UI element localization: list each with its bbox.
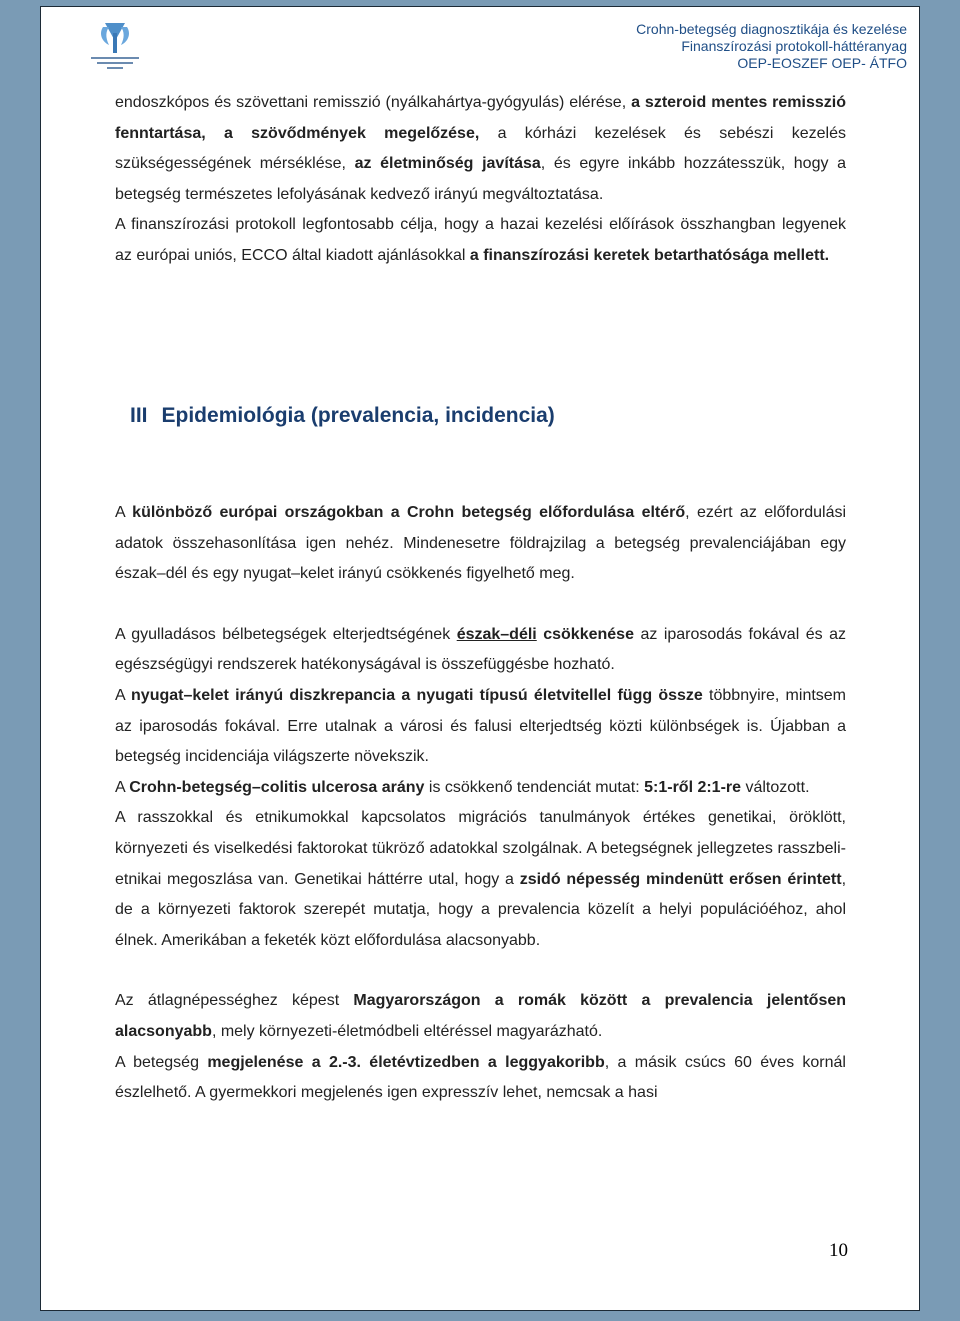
- emphasis-run: 5:1-ről 2:1-re: [644, 778, 742, 796]
- body-paragraph-5: A rasszokkal és etnikumokkal kapcsolatos migrációs tanulmányok értékes genetikai, öröklött, környezeti és viselkedési faktorokat tükröző adatokkal szolgálnak. A betegségnek jellegzetes rasszbeli-etnikai megoszlása van. Genetikai háttérre utal, hogy a zsidó népesség mindenütt erősen érintett, de a környezeti faktorok szerepét mutatja, hogy a prevalencia közelít a helyi populációéhoz, ahol élnek. Amerikában a feketék közt előfordulása alacsonyabb.: [115, 809, 847, 949]
- header-title: Crohn-betegség diagnosztikája és kezelése: [636, 21, 907, 37]
- emphasis-run: különböző európai országokban a Crohn betegség előfordulása eltérő: [132, 504, 686, 521]
- body-paragraph-6: Az átlagnépességhez képest Magyarországon a romák között a prevalencia jelentősen alacsonyabb, mely környezeti-életmódbeli eltéréssel magyarázható.: [115, 992, 847, 1040]
- document-header: [636, 21, 907, 72]
- body-text: [115, 498, 846, 1109]
- header-code: OEP-EOSZEF OEP- ÁTFO: [737, 55, 907, 71]
- intro-paragraph-2: A finanszírozási protokoll legfontosabb célja, hogy a hazai kezelési előírások összhangban legyenek az európai uniós, ECCO által kiadott ajánlásokkal a finanszírozási keretek betarthatósága mellett.: [115, 216, 846, 264]
- section-number: III: [130, 404, 148, 427]
- emphasis-run: Magyarországon a romák között a prevalencia jelentősen alacsonyabb: [115, 992, 847, 1040]
- section-heading: [130, 398, 555, 434]
- body-paragraph-4: A Crohn-betegség–colitis ulcerosa arány is csökkenő tendenciát mutat: 5:1-ről 2:1-re változott.: [115, 778, 810, 796]
- body-paragraph-1: A különböző európai országokban a Crohn betegség előfordulása eltérő, ezért az előfordulási adatok összehasonlítása igen nehéz. Mindenesetre földrajzilag a betegség prevalenciájában egy észak–dél és egy nyugat–kelet irányú csökkenés figyelhető meg.: [115, 504, 847, 583]
- intro-paragraph-1: endoszkópos és szövettani remisszió (nyálkahártya-gyógyulás) elérése, a szteroid mentes remisszió fenntartása, a szövődmények megelőzése, a kórházi kezelések és sebészi kezelés szükségességének mérséklése, az életminőség javítása, és egyre inkább hozzátesszük, hogy a betegség természetes lefolyásának kedvező irányú megváltoztatása.: [115, 94, 847, 203]
- emphasis-run: észak–déli: [456, 625, 537, 643]
- intro-text: [115, 88, 846, 272]
- emphasis-run: a finanszírozási keretek betarthatósága mellett.: [469, 246, 830, 264]
- emphasis-run: megjelenése a 2.-3. életévtizedben a leggyakoribb: [207, 1053, 605, 1071]
- body-paragraph-2: A gyulladásos bélbetegségek elterjedtségének észak–déli csökkenése az iparosodás fokával és az egészségügyi rendszerek hatékonyságával is összefüggésbe hozható.: [115, 625, 847, 674]
- emphasis-run: az életminőség javítása: [354, 155, 541, 173]
- emphasis-run: csökkenése: [543, 625, 634, 643]
- section-title: Epidemiológia (prevalencia, incidencia): [161, 404, 555, 427]
- header-subtitle: Finanszírozási protokoll-háttéranyag: [681, 38, 907, 54]
- body-paragraph-3: A nyugat–kelet irányú diszkrepancia a nyugati típusú életvitellel függ össze többnyire, mintsem az iparosodás fokával. Erre utalnak a városi és falusi elterjedtség közti különbségek is. Újabban a betegség incidenciája világszerte növekszik.: [115, 686, 847, 766]
- emphasis-run: zsidó népesség mindenütt erősen érintett: [519, 870, 842, 888]
- emphasis-run: Crohn-betegség–colitis ulcerosa arány: [129, 778, 425, 796]
- page-number: 10: [829, 1240, 848, 1261]
- emphasis-run: a szteroid mentes remisszió fenntartása, a szövődmények megelőzése,: [115, 94, 846, 142]
- oep-logo-icon: [85, 19, 145, 71]
- body-paragraph-7: A betegség megjelenése a 2.-3. életévtizedben a leggyakoribb, a másik csúcs 60 éves kornál észlelhető. A gyermekkori megjelenés igen expresszív lehet, nemcsak a hasi: [115, 1053, 846, 1102]
- emphasis-run: nyugat–kelet irányú diszkrepancia a nyugati típusú életvitellel függ össze: [131, 686, 703, 704]
